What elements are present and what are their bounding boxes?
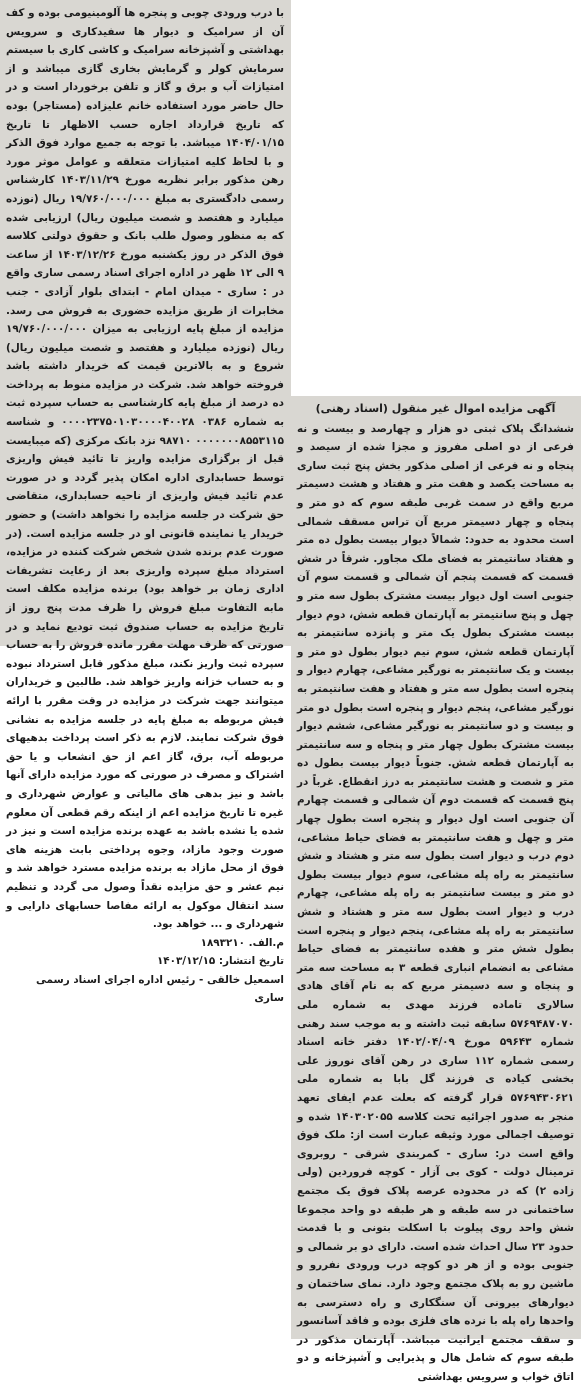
auction-notice-body: ششدانگ پلاک ثبتی دو هزار و چهارصد و بیست و نه فرعی از دو اصلی مفروز و مجزا شده از سیصد و پنجاه و نه فرعی از اصلی مذکور بخش پنج ثبت ساری به مساحت یکصد و هفت متر و هفتاد و هشت دسیمتر مربع واقع در سمت غربی طبقه سوم که دو متر و پنجاه و چهار دسیمتر مربع آن تراس مسقف شمالی است محدود به حدود: شمالاً دیوار بیست بطول ده متر و هفتاد سانتیمتر به فضای ملک مجاور. شرقاً در شش قسمت که قسمت پنجم آن شمالی و قسمت سوم آن جنوبی است اول دیوار بیست مشترک بطول سه متر و چهل و پنج سانتیمتر به آپارتمان قطعه شش، دوم دیوار بیست مشترک بطول یک متر و پانزده سانتیمتر به آپارتمان قطعه شش، سوم نیم دیوار بطول دو متر و بیست و یک سانتیمتر به نورگیر مشاعی، چهارم دیوار و پنجره است بطول سه متر و هفتاد و هفت سانتیمتر به نورگیر مشاعی، پنجم دیوار و پنجره است بطول دو متر و بیست و دو سانتیمتر به نورگیر مشاعی، ششم دیوار بیست مشترک بطول چهار متر و پنجاه و سه سانتیمتر به آپارتمان قطعه شش. جنوباً دیوار بیست بطول ده متر و شصت و هشت سانتیمتر به درز انقطاع. غرباً در پنج قسمت که قسمت دوم آن شمالی و قسمت چهارم آن جنوبی است اول دیوار و پنجره است بطول چهار متر و چهل و هفت سانتیمتر به فضای حیاط مشاعی، دوم درب و دیوار است بطول سه متر و هشتاد و شش سانتیمتر به راه پله مشاعی، سوم دیوار بیست بطول دو متر و بیست سانتیمتر به راه پله مشاعی، چهارم درب و دیوار است بطول سه متر و هشتاد و شش سانتیمتر به راه پله مشاعی، پنجم دیوار و پنجره است بطول شش متر و هفده سانتیمتر به فضای حیاط مشاعی به انضمام انباری قطعه ۳ به مساحت سه متر و پنجاه و سه دسیمتر مربع که به نام آقای هادی سالاری تاماده فرزند مهدی به شماره ملی ۵۷۶۹۴۸۷۰۷۰ سابقه ثبت داشته و به موجب سند رهنی شماره ۵۹۶۴۳ مورخ ۱۴۰۲/۰۴/۰۹ دفتر خانه اسناد رسمی شماره ۱۱۲ ساری در رهن آقای نوروز علی بخشی کیاده ی فرزند گل بابا به شماره ملی ۵۷۶۹۴۳۰۶۲۱ قرار گرفته که بعلت عدم ایفای تعهد منجر به صدور اجرائیه تحت کلاسه ۱۴۰۳۰۲۰۵۵ شده و توصیف اجمالی مورد وثیقه عبارت است از: ملک فوق واقع است در: ساری - کمربندی شرقی - روبروی ترمینال دولت - کوی بی آزار - کوچه فروردین (ولی زاده ۲) که در محدوده عرصه پلاک فوق یک مجتمع ساختمانی در سه طبقه و هر طبقه دو واحد مجموعا شش واحد روی پیلوت با اسکلت بتونی و با قدمت حدود ۲۳ سال احداث شده است. دارای دو بر شمالی و جنوبی بوده و از هر دو کوچه درب ورودی نفررو و ماشین رو به پلاک مجتمع وجود دارد. نمای ساختمان و دیوارهای بیرونی آن سنگکاری و راه دسترسی به واحدها راه پله با نرده های فلزی بوده و فاقد آسانسور و سقف مجتمع ایرانیت میباشد. آپارتمان مذکور در طبقه سوم که شامل هال و پذیرایی و آشپزخانه و دو اتاق خواب و سرویس بهداشتی <box>297 422 575 1383</box>
publication-date: تاریخ انتشار: ۱۴۰۳/۱۲/۱۵ <box>156 955 284 968</box>
ad-signature: اسمعیل خالقی - رئیس اداره اجرای اسناد رسمی ساری <box>36 973 284 1005</box>
auction-notice-column <box>291 396 581 1383</box>
ad-reference-number: م.الف. ۱۸۹۳۲۱۰ <box>200 936 284 949</box>
ad-continuation-column <box>0 0 291 1005</box>
ad-continuation-body: با درب ورودی چوبی و پنجره ها آلومینیومی بوده و کف آن از سرامیک و دیوار ها سفیدکاری و سرویس بهداشتی و آشپزخانه سرامیک و کاشی کاری با سیستم سرمایش کولر و گرمایش بخاری گازی میباشد و از امتیازات آب و برق و گاز و تلفن برخوردار است و در حال حاضر مورد استفاده خانم علیزاده (مستاجر) بوده که تاریخ قرارداد اجاره حسب الاظهار تا تاریخ ۱۴۰۴/۰۱/۱۵ میباشد. با توجه به جمیع موارد فوق الذکر و با لحاظ کلیه امتیازات متعلقه و عوامل موثر مورد رهن مذکور برابر نظریه مورخ ۱۴۰۳/۱۱/۲۹ کارشناس رسمی دادگستری به مبلغ ۱۹/۷۶۰/۰۰۰/۰۰۰ ریال (نوزده میلیارد و هفتصد و شصت میلیون ریال) ارزیابی شده که به منظور وصول طلب بانک و حقوق دولتی کلاسه فوق الذکر در روز یکشنبه مورخ ۱۴۰۳/۱۲/۲۶ از ساعت ۹ الی ۱۲ ظهر در اداره اجرای اسناد رسمی ساری واقع در : ساری - میدان امام - ابتدای بلوار آزادی - جنب مخابرات از طریق مزایده حضوری به فروش می رسد. مزایده از مبلغ پایه ارزیابی به میزان ۱۹/۷۶۰/۰۰۰/۰۰۰ ریال (نوزده میلیارد و هفتصد و شصت میلیون ریال) شروع و به بالاترین قیمت که خریدار داشته باشد فروخته خواهد شد. شرکت در مزایده منوط به پرداخت ده درصد از مبلغ پایه کارشناسی به حساب سپرده ثبت به شماره ۰۳۸۶ ۰۰۰۰۲۳۷۵۰۱۰۳۰۰۰۰۴۰۰۲۸ و شناسه ۰۰۰۰۰۰۰۸۵۵۳۱۱۵ ۹۸۷۱۰ نزد بانک مرکزی (که میبایست قبل از برگزاری مزایده واریز تا تائید فیش واریزی توسط حسابداری اداره امکان پذیر گردد و در صورت عدم تائید فیش واریزی از ناحیه حسابداری، متقاضی حق شرکت در جلسه مزایده را نخواهد داشت) و حضور خریدار یا نماینده قانونی او در جلسه مزایده است. (در صورت عدم برنده شدن شخص شرکت کننده در مزایده، استرداد مبلغ سپرده واریزی بعد از رعایت تشریفات اداری زمان بر خواهد بود) برنده مزایده مکلف است مابه التفاوت مبلغ فروش را ظرف مدت پنج روز از تاریخ مزایده به حساب صندوق ثبت تودیع نماید و در صورتی که ظرف مهلت مقرر مانده فروش را به حساب سپرده ثبت واریز نکند، مبلغ مذکور قابل استرداد نبوده و به حساب خزانه واریز خواهد شد. طالبین و خریداران میتوانند جهت شرکت در مزایده در وقت مقرر با ارائه فیش مربوطه به مبلغ پایه در جلسه مزایده به نشانی فوق شرکت نمایند. لازم به ذکر است پرداخت بدهیهای مربوطه آب، برق، گاز اعم از حق انشعاب و یا حق اشتراک و مصرف در صورتی که مورد مزایده دارای آنها باشد و نیز بدهی های مالیاتی و عوارض شهرداری و غیره تا تاریخ مزایده اعم از اینکه رقم قطعی آن معلوم شده یا نشده باشد به عهده برنده مزایده است و نیز در صورت وجود مازاد، وجوه پرداختی بابت هزینه های فوق از محل مازاد به برنده مزایده مسترد خواهد شد و نیم عشر و حق مزایده نقداً وصول می گردد و تنظیم سند انتقال موکول به ارائه مفاصا حسابهای دارایی و شهرداری و ... خواهد بود. <box>6 7 285 931</box>
auction-notice-title: آگهی مزایده اموال غیر منقول (اسناد رهنی) <box>315 402 556 415</box>
